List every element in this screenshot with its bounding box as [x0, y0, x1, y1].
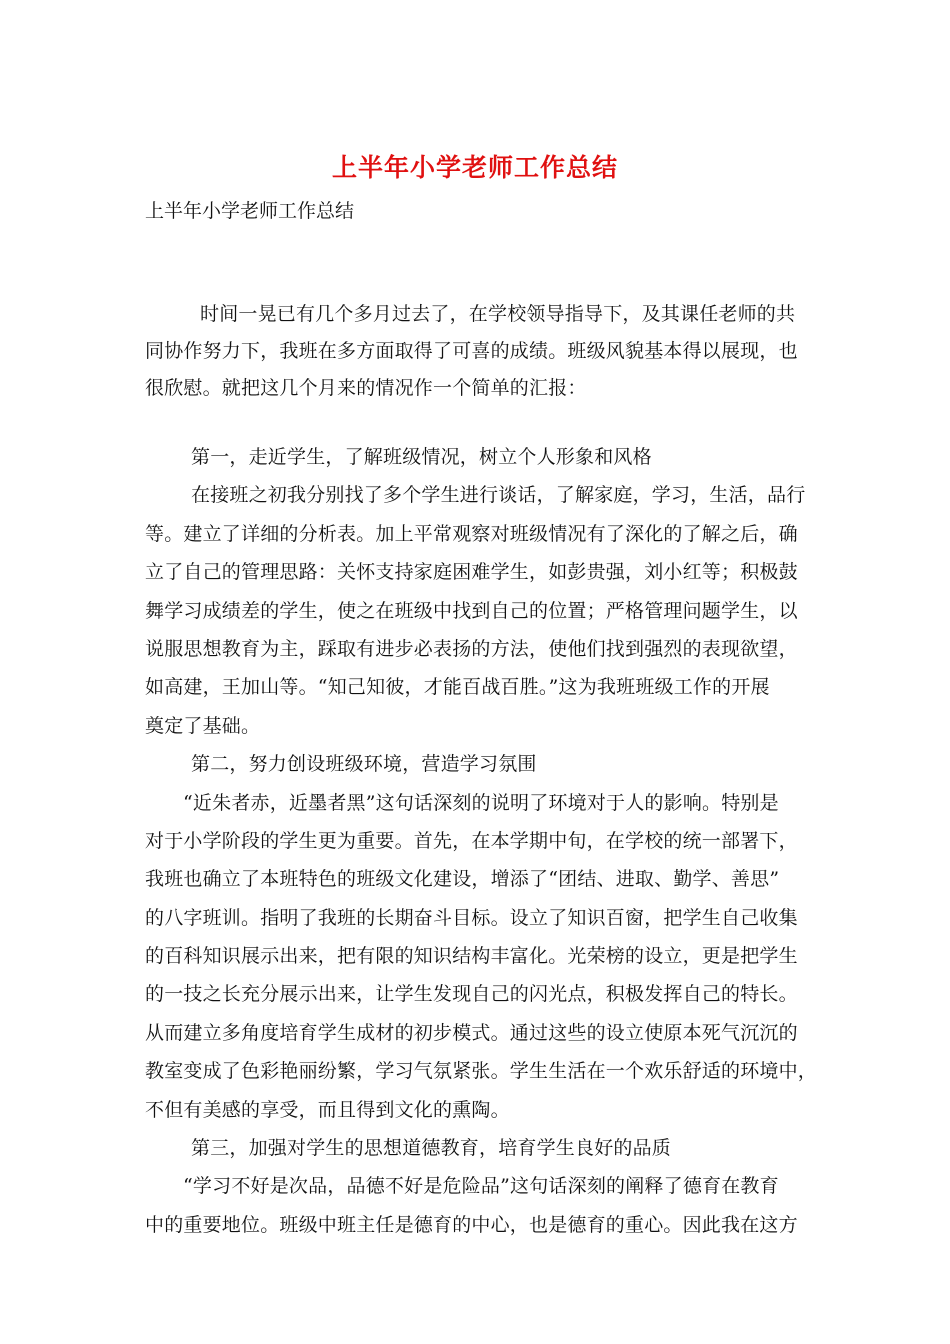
intro-paragraph — [145, 296, 807, 407]
paragraph-line: “近朱者赤，近墨者黑”这句话深刻的说明了环境对于人的影响。特别是 — [183, 791, 779, 814]
paragraph-line: 舞学习成绩差的学生，使之在班级中找到自己的位置；严格管理问题学生，以 — [145, 599, 798, 622]
paragraph-line: 我班也确立了本班特色的班级文化建设，增添了“团结、进取、勤学、善思” — [145, 868, 780, 891]
paragraph-line: 从而建立多角度培育学生成材的初步模式。通过这些的设立使原本死气沉沉的 — [145, 1021, 798, 1044]
paragraph-line: 的百科知识展示出来，把有限的知识结构丰富化。光荣榜的设立，更是把学生 — [145, 945, 798, 968]
paragraph-line: 等。建立了详细的分析表。加上平常观察对班级情况有了深化的了解之后，确 — [145, 522, 798, 545]
paragraph-line: 很欣慰。就把这几个月来的情况作一个简单的汇报： — [145, 377, 587, 399]
paragraph-line: 奠定了基础。 — [145, 714, 261, 737]
section-heading: 第一，走近学生，了解班级情况，树立个人形象和风格 — [191, 446, 652, 468]
paragraph-line: 立了自己的管理思路：关怀支持家庭困难学生，如彭贵强，刘小红等；积极鼓 — [145, 561, 798, 584]
document-title: 上半年小学老师工作总结 — [331, 153, 618, 182]
document-subtitle: 上半年小学老师工作总结 — [145, 200, 355, 222]
paragraph-line: “学习不好是次品，品德不好是危险品”这句话深刻的阐释了德育在教育 — [183, 1175, 779, 1198]
paragraph-line: 不但有美感的享受，而且得到文化的熏陶。 — [145, 1098, 510, 1121]
paragraph-line: 在接班之初我分别找了多个学生进行谈话，了解家庭，学习，生活，品行 — [191, 484, 806, 507]
document-body — [145, 438, 818, 1244]
paragraph-line: 教室变成了色彩艳丽纷繁，学习气氛紧张。学生生活在一个欢乐舒适的环境中， — [145, 1060, 818, 1083]
paragraph-line: 如高建，王加山等。“知己知彼，才能百战百胜。”这为我班班级工作的开展 — [145, 676, 770, 699]
paragraph-line: 时间一晃已有几个多月过去了，在学校领导指导下，及其课任老师的共 — [200, 303, 796, 325]
section-heading: 第二，努力创设班级环境，营造学习氛围 — [191, 753, 537, 776]
paragraph-line: 中的重要地位。班级中班主任是德育的中心，也是德育的重心。因此我在这方 — [145, 1213, 798, 1236]
paragraph-line: 说服思想教育为主，踩取有进步必表扬的方法，使他们找到强烈的表现欲望， — [145, 637, 798, 660]
paragraph-line: 同协作努力下，我班在多方面取得了可喜的成绩。班级风貌基本得以展现，也 — [145, 340, 798, 362]
section-heading: 第三，加强对学生的思想道德教育，培育学生良好的品质 — [191, 1137, 672, 1160]
paragraph-line: 对于小学阶段的学生更为重要。首先，在本学期中旬，在学校的统一部署下， — [145, 829, 798, 852]
paragraph-line: 的八字班训。指明了我班的长期奋斗目标。设立了知识百窗，把学生自己收集 — [145, 906, 798, 929]
paragraph-line: 的一技之长充分展示出来，让学生发现自己的闪光点，积极发挥自己的特长。 — [145, 983, 798, 1006]
